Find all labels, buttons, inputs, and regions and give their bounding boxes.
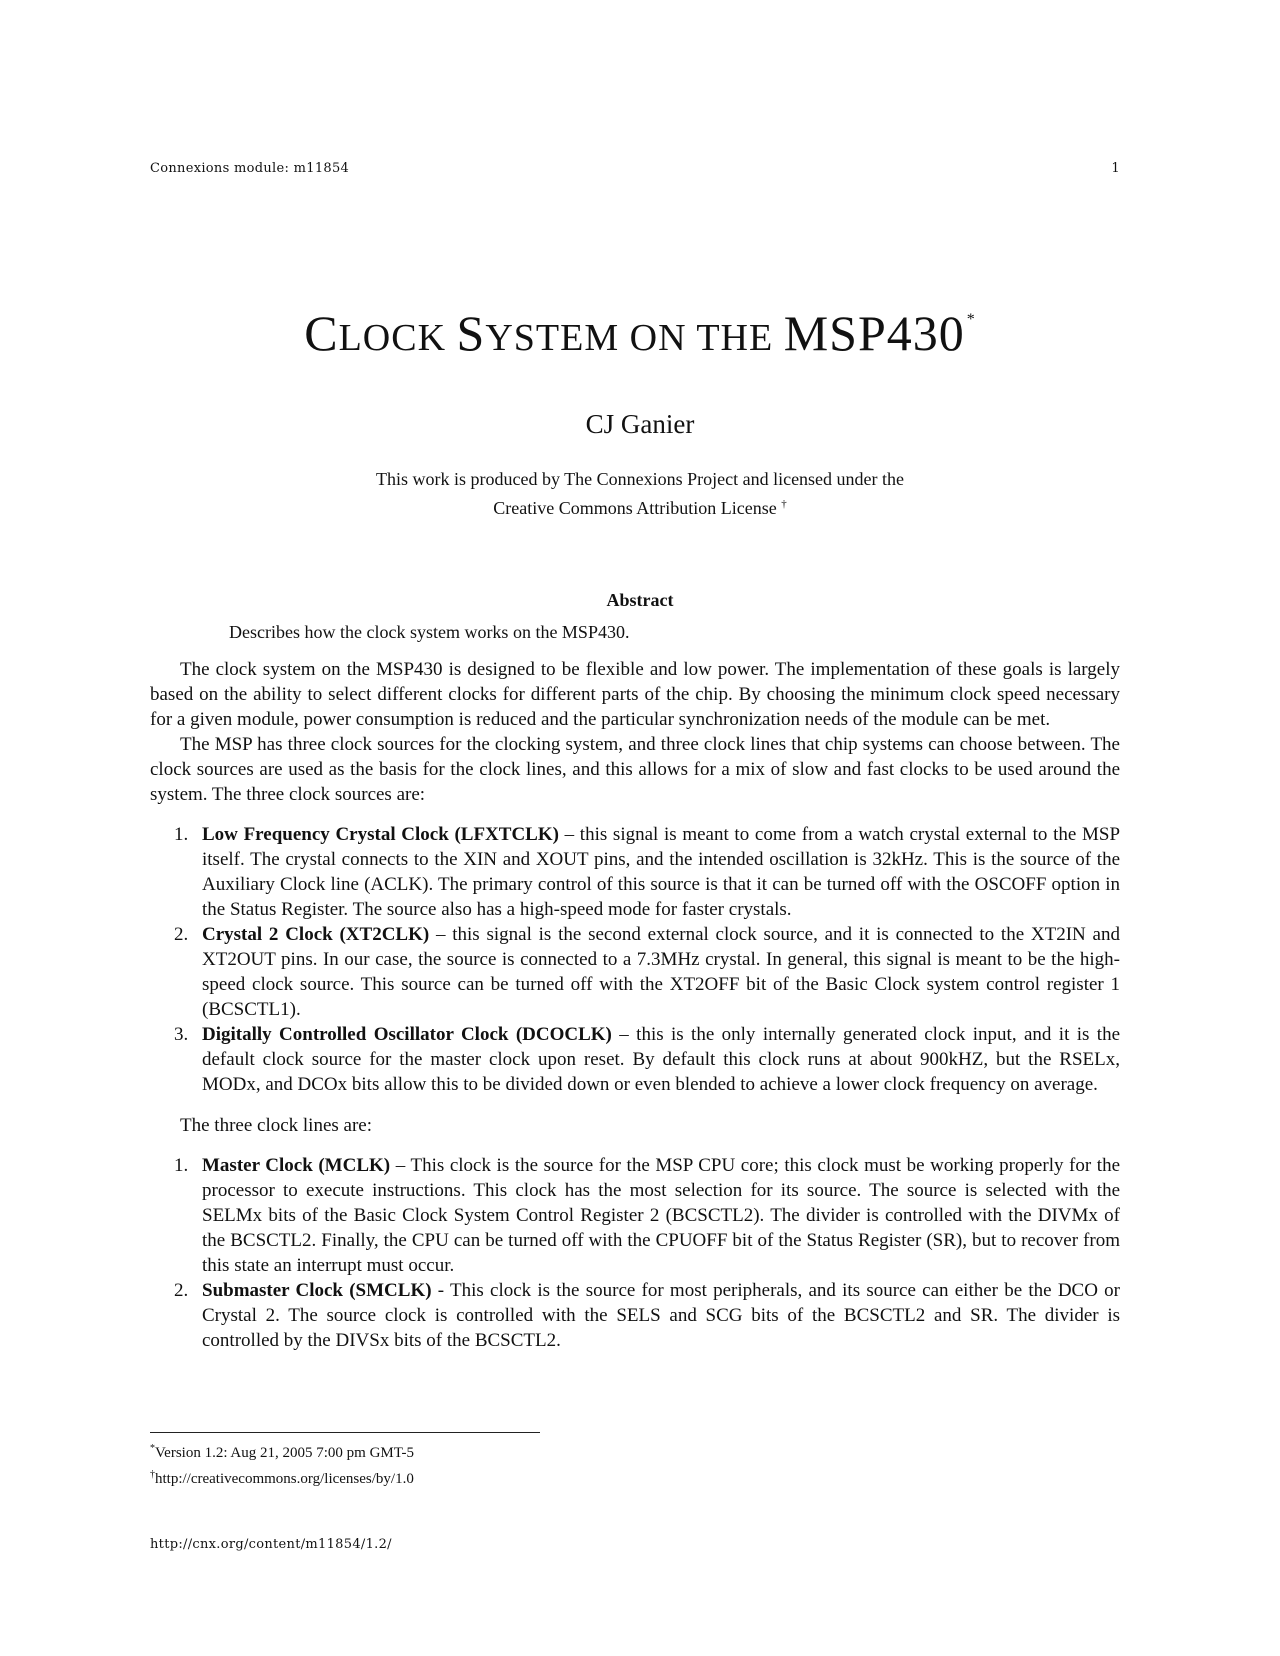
clock-lines-intro: The three clock lines are: [180, 1115, 373, 1136]
clock-lines-list [150, 1153, 1120, 1353]
page-title: CLOCK SYSTEM ON THE MSP430 * [304, 305, 976, 361]
list-item: 3. Digitally Controlled Oscillator Clock (DCOCLK) – this is the only internally generated clock input, and it is the default clock source for the master clock upon reset. By default this clock runs at about 900kHZ, but the RSELx, MODx, and DCOx bits allow this to be divided down or even blended to achieve a lower clock frequency on average. [174, 1024, 1120, 1095]
footnote-license-url[interactable]: †http://creativecommons.org/licenses/by/1.0 [150, 1469, 414, 1487]
list-item: 2. Submaster Clock (SMCLK) - This clock is the source for most peripherals, and its source can either be the DCO or Crystal 2. The source clock is controlled with the SELS and SCG bits of the BCSCTL2 and SR. The divider is controlled by the DIVSx bits of the BCSCTL2. [174, 1280, 1120, 1351]
title-footnote-mark: * [966, 311, 976, 328]
module-id: Connexions module: m11854 [150, 161, 350, 176]
page-number: 1 [1111, 161, 1120, 176]
footer-url-link[interactable]: http://cnx.org/content/m11854/1.2/ [150, 1537, 392, 1552]
list-item: 2. Crystal 2 Clock (XT2CLK) – this signal is the second external clock source, and it is connected to the XT2IN and XT2OUT pins. In our case, the source is connected to a 7.3MHz crystal. In general, this signal is meant to be the high-speed clock source. This source can be turned off with the XT2OFF bit of the Basic Clock system control register 1 (BCSCTL1). [174, 924, 1120, 1020]
footnotes [150, 1438, 414, 1490]
footnote-version: *Version 1.2: Aug 21, 2005 7:00 pm GMT-5 [150, 1443, 415, 1461]
running-head [150, 161, 1120, 176]
paragraph-1: The clock system on the MSP430 is designed to be flexible and low power. The implementation of these goals is largely based on the ability to select different clocks for different parts of the chip. By choosing the minimum clock speed necessary for a given module, power consumption is reduced and the particular synchronization needs of the module can be met. [150, 659, 1120, 730]
abstract-heading: Abstract [606, 590, 674, 610]
abstract-text: Describes how the clock system works on the MSP430. [229, 622, 630, 642]
clock-sources-list [150, 822, 1120, 1097]
license-statement [0, 467, 1280, 521]
author: CJ Ganier [585, 409, 695, 439]
license-line-1: This work is produced by The Connexions Project and licensed under the [375, 469, 905, 489]
paragraph-2: The MSP has three clock sources for the clocking system, and three clock lines that chip systems can choose between. The clock sources are used as the basis for the clock lines, and this allows for a mix of slow and fast clocks to be used around the system. The three clock sources are: [150, 734, 1120, 805]
list-item: 1. Master Clock (MCLK) – This clock is the source for the MSP CPU core; this clock must be working properly for the processor to execute instructions. This clock has the most selection for its source. The source is selected with the SELMx bits of the Basic Clock System Control Register 2 (BCSCTL2). The divider is controlled with the DIVMx of the BCSCTL2. Finally, the CPU can be turned off with the CPUOFF bit of the Status Register (SR), but to recover from this state an interrupt must occur. [174, 1155, 1121, 1276]
footnote-rule [150, 1432, 540, 1433]
license-line-2: Creative Commons Attribution License † [493, 498, 787, 518]
license-footnote-mark: † [781, 498, 787, 510]
list-item: 1. Low Frequency Crystal Clock (LFXTCLK) – this signal is meant to come from a watch crystal external to the MSP itself. The crystal connects to the XIN and XOUT pins, and the intended oscillation is 32kHz. This is the source of the Auxiliary Clock line (ACLK). The primary control of this source is that it can be turned off with the OSCOFF option in the Status Register. The source also has a high-speed mode for faster crystals. [174, 824, 1121, 920]
body-text [150, 657, 1120, 1369]
